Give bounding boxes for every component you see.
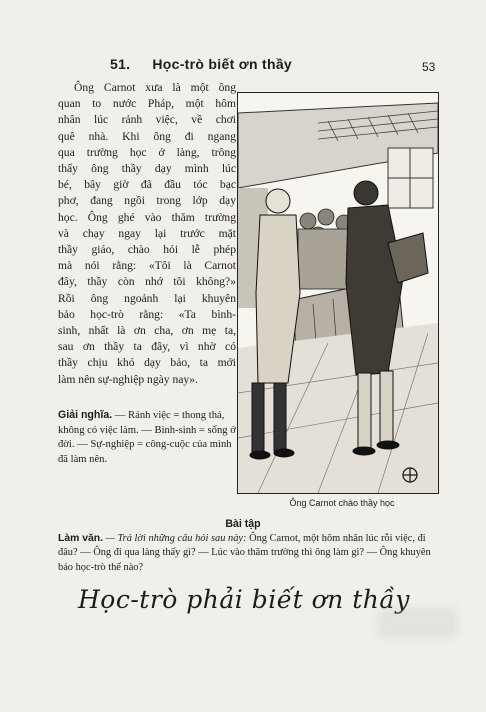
lesson-title-text: Học-trò biết ơn thầy: [152, 56, 292, 72]
lesson-number: 51.: [110, 56, 131, 72]
page-number: 53: [422, 60, 436, 74]
exercise-questions: Ông Carnot, một hôm nhân lúc rỗi việc, đi đâu? — Ông đi qua làng thấy gì? — Lúc vào thăm trường thì ông làm gì? — Ông khuyên bảo học-trò thế nào?: [58, 533, 431, 573]
story-line: làm nên sự-nghiệp ngày nay».: [58, 372, 198, 386]
illustration: [237, 92, 439, 494]
story-line: sinh, nhất là ơn cha, ơn mẹ ta,: [58, 324, 236, 338]
classroom-illustration: [238, 93, 438, 493]
story-line: bảo học-trò rằng: «Ta bình-: [58, 307, 236, 321]
glossary: [58, 408, 236, 467]
story-line: thầy giáo, chào hỏi lễ phép: [58, 243, 236, 257]
story-line: mà nói rằng: «Tôi là Carnot: [58, 259, 236, 273]
story-line: bé, bây giờ đã đầu tóc bạc: [58, 178, 236, 192]
story-line: đây, thầy còn nhớ tôi không?»: [58, 275, 236, 289]
exercise-instruction: — Trả lời những câu hỏi sau này:: [103, 533, 247, 544]
lesson-title: [110, 56, 370, 72]
story-line: qua trường học ở làng, trông: [58, 145, 236, 159]
story-line: quê nhà. Khi ông đi ngang: [58, 129, 236, 143]
story-line: nhân lúc rảnh việc, về chơi: [58, 113, 236, 127]
exercise-heading: Làm văn.: [58, 533, 104, 544]
glossary-text: — Rảnh việc = thong thả, không có việc làm. — Bình-sinh = sống ở đời. — Sự-nghiệp = công-cuộc của mình đã làm nên.: [58, 410, 236, 465]
exercise-title: Bài tập: [225, 518, 261, 530]
illustration-caption: Ông Carnot chào thầy học: [289, 498, 395, 508]
print-smudge: [378, 608, 458, 638]
exercise-text: [58, 532, 438, 575]
story-line: thấy ông thầy dạy mình lúc: [58, 162, 236, 176]
story-line: học. Ông ghé vào thăm trường: [58, 210, 236, 224]
glossary-heading: Giải nghĩa.: [58, 409, 113, 421]
story-line: thầy chịu khó dạy bảo, ta mới: [58, 356, 236, 370]
story-line: và chạy ngay lại trước mặt: [58, 226, 236, 240]
story-text: [58, 80, 236, 388]
story-line: quan to nước Pháp, một hôm: [58, 97, 236, 111]
handwritten-motto: Học-trò phải biết ơn thầy: [78, 585, 410, 614]
story-line: Rồi ông ngoảnh lại khuyên: [58, 291, 236, 305]
story-line: Ông Carnot xưa là một ông: [74, 81, 236, 94]
story-line: phơ, đang ngồi trong lớp dạy: [58, 194, 236, 208]
story-line: sau ơn thầy ta đây, vì nhờ có: [58, 340, 236, 354]
